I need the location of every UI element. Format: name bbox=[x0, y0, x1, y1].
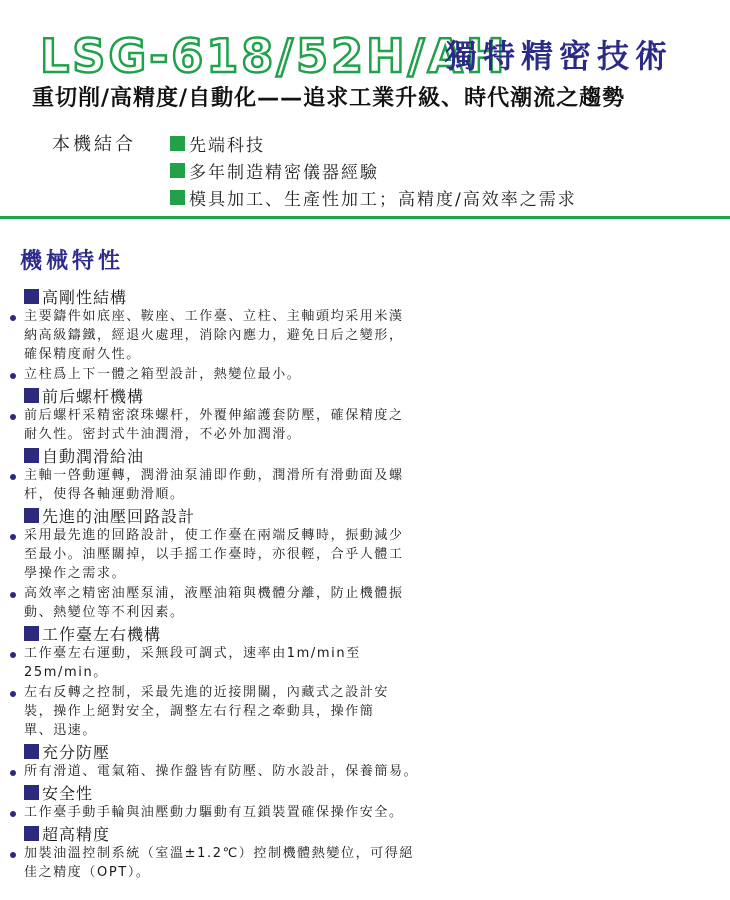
feature-heading bbox=[8, 505, 448, 526]
feature-bullet bbox=[8, 466, 448, 504]
feature-heading bbox=[8, 782, 448, 803]
feature-heading-text: 自動潤滑給油 bbox=[42, 447, 145, 466]
feature-heading-text: 前后螺杆機構 bbox=[42, 387, 145, 406]
combo-list bbox=[170, 130, 577, 211]
square-bullet-icon bbox=[24, 289, 39, 304]
feature-bullet-text: 加裝油溫控制系統（室溫±1.2℃）控制機體熱變位，可得絕 佳之精度（OPT）。 bbox=[24, 846, 414, 880]
header bbox=[0, 0, 730, 220]
feature-bullet bbox=[8, 307, 448, 364]
feature-heading bbox=[8, 286, 448, 307]
feature-bullet bbox=[8, 406, 448, 444]
feature-bullet bbox=[8, 644, 448, 682]
feature-bullet bbox=[8, 803, 448, 822]
feature-bullet-text: 采用最先進的回路設計，使工作臺在兩端反轉時，振動減少 至最小。油壓關掉，以手摇工作臺時，亦很輕，合乎人體工 學操作之需求。 bbox=[24, 528, 404, 581]
feature-heading-text: 充分防壓 bbox=[42, 743, 111, 762]
subtitle: 重切削/高精度/自動化——追求工業升級、時代潮流之趨勢 bbox=[32, 86, 626, 111]
dot-bullet-icon bbox=[10, 852, 16, 858]
feature-heading bbox=[8, 623, 448, 644]
feature-bullet bbox=[8, 683, 448, 740]
features-list bbox=[8, 286, 448, 883]
feature-bullet-text: 工作臺手動手輪與油壓動力驅動有互鎖裝置確保操作安全。 bbox=[24, 805, 404, 820]
feature-bullet-text: 主要鑄件如底座、鞍座、工作臺、立柱、主軸頭均采用米漢 納高級鑄鐵，經退火處理，消除內應力，避免日后之變形， 確保精度耐久性。 bbox=[24, 309, 404, 362]
dot-bullet-icon bbox=[10, 770, 16, 776]
square-bullet-icon bbox=[170, 190, 185, 205]
dot-bullet-icon bbox=[10, 534, 16, 540]
feature-heading-text: 工作臺左右機構 bbox=[42, 625, 162, 644]
feature-heading bbox=[8, 741, 448, 762]
feature-heading-text: 超高精度 bbox=[42, 825, 111, 844]
feature-heading-text: 先進的油壓回路設計 bbox=[42, 507, 196, 526]
model-number: LSG-618/52H/AH bbox=[40, 29, 508, 83]
section-title: 機械特性 bbox=[20, 249, 125, 274]
feature-bullet bbox=[8, 844, 448, 882]
feature-bullet-text: 所有滑道、電氣箱、操作盤皆有防壓、防水設計，保養簡易。 bbox=[24, 764, 419, 779]
feature-heading-text: 高剛性結構 bbox=[42, 288, 128, 307]
feature-bullet bbox=[8, 584, 448, 622]
feature-bullet bbox=[8, 762, 448, 781]
combo-item bbox=[170, 157, 577, 184]
divider bbox=[0, 216, 730, 219]
combo-item bbox=[170, 184, 577, 211]
square-bullet-icon bbox=[170, 136, 185, 151]
dot-bullet-icon bbox=[10, 811, 16, 817]
square-bullet-icon bbox=[24, 785, 39, 800]
feature-heading bbox=[8, 823, 448, 844]
dot-bullet-icon bbox=[10, 315, 16, 321]
square-bullet-icon bbox=[24, 626, 39, 641]
feature-bullet-text: 立柱爲上下一體之箱型設計，熱變位最小。 bbox=[24, 367, 302, 382]
square-bullet-icon bbox=[24, 448, 39, 463]
feature-bullet-text: 工作臺左右運動，采無段可調式，速率由1m/min至 25m/min。 bbox=[24, 646, 361, 680]
combo-item-text: 多年制造精密儀器經驗 bbox=[189, 163, 379, 183]
dot-bullet-icon bbox=[10, 592, 16, 598]
square-bullet-icon bbox=[24, 388, 39, 403]
square-bullet-icon bbox=[24, 744, 39, 759]
dot-bullet-icon bbox=[10, 373, 16, 379]
feature-bullet-text: 前后螺杆采精密滾珠螺杆，外覆伸縮護套防壓，確保精度之 耐久性。密封式牛油潤滑，不必外加潤滑。 bbox=[24, 408, 404, 442]
feature-bullet bbox=[8, 365, 448, 384]
square-bullet-icon bbox=[24, 508, 39, 523]
dot-bullet-icon bbox=[10, 474, 16, 480]
feature-heading bbox=[8, 445, 448, 466]
page-title: 獨特精密技術 bbox=[445, 37, 674, 75]
feature-bullet bbox=[8, 526, 448, 583]
dot-bullet-icon bbox=[10, 691, 16, 697]
combo-item bbox=[170, 130, 577, 157]
feature-bullet-text: 左右反轉之控制，采最先進的近接開關，內藏式之設計安 裝，操作上絕對安全，調整左右行程之牽動具，操作簡 單、迅速。 bbox=[24, 685, 390, 738]
dot-bullet-icon bbox=[10, 414, 16, 420]
combo-item-text: 先端科技 bbox=[189, 136, 265, 156]
square-bullet-icon bbox=[170, 163, 185, 178]
feature-bullet-text: 主軸一啓動運轉，潤滑油泵浦即作動，潤滑所有滑動面及螺 杆，使得各軸運動滑順。 bbox=[24, 468, 404, 502]
feature-heading bbox=[8, 385, 448, 406]
feature-bullet-text: 高效率之精密油壓泵浦，液壓油箱與機體分離，防止機體振 動、熱變位等不利因素。 bbox=[24, 586, 404, 620]
feature-heading-text: 安全性 bbox=[42, 784, 94, 803]
dot-bullet-icon bbox=[10, 652, 16, 658]
combo-label: 本機結合 bbox=[52, 134, 136, 155]
combo-item-text: 模具加工、生產性加工；高精度/高效率之需求 bbox=[189, 190, 577, 210]
square-bullet-icon bbox=[24, 826, 39, 841]
